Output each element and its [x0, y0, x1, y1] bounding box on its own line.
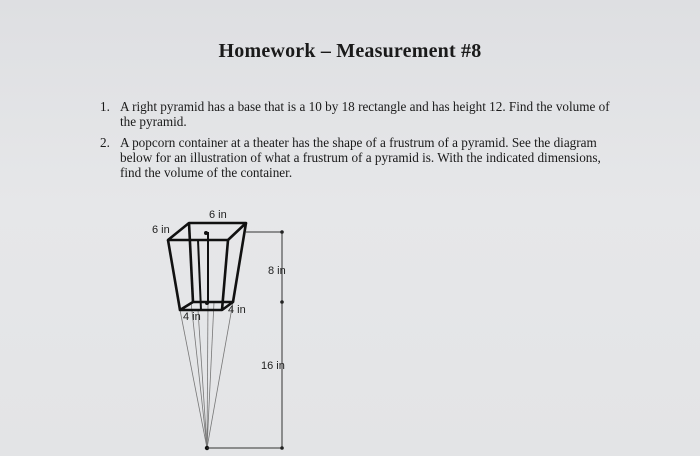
label-pyramid-height: 16 in [261, 360, 285, 372]
apex-lines [180, 302, 233, 448]
question-2-text: A popcorn container at a theater has the shape of a frustrum of a pyramid. See the diagram below for an illustration of what a frustrum of a pyramid is. With the indicated dimensions, find the volume of the container. [120, 135, 601, 180]
top-center-dot [204, 231, 208, 235]
bottom-center-dot [205, 301, 209, 305]
question-1-text: A right pyramid has a base that is a 10 by 18 rectangle and has height 12. Find the volume of the pyramid. [120, 99, 610, 129]
label-top-depth: 6 in [152, 224, 170, 236]
frustum-inner-edges [198, 232, 208, 310]
height-tick-top [280, 230, 284, 234]
label-top-width: 6 in [209, 209, 227, 221]
height-tick-bottom [280, 446, 284, 450]
question-1-number: 1. [100, 99, 110, 114]
page-title: Homework – Measurement #8 [218, 40, 482, 62]
label-bottom-width: 4 in [183, 311, 201, 323]
label-bottom-depth: 4 in [228, 304, 246, 316]
label-frustum-height: 8 in [268, 265, 286, 277]
height-tick-mid [280, 300, 284, 304]
question-2-number: 2. [100, 135, 110, 150]
